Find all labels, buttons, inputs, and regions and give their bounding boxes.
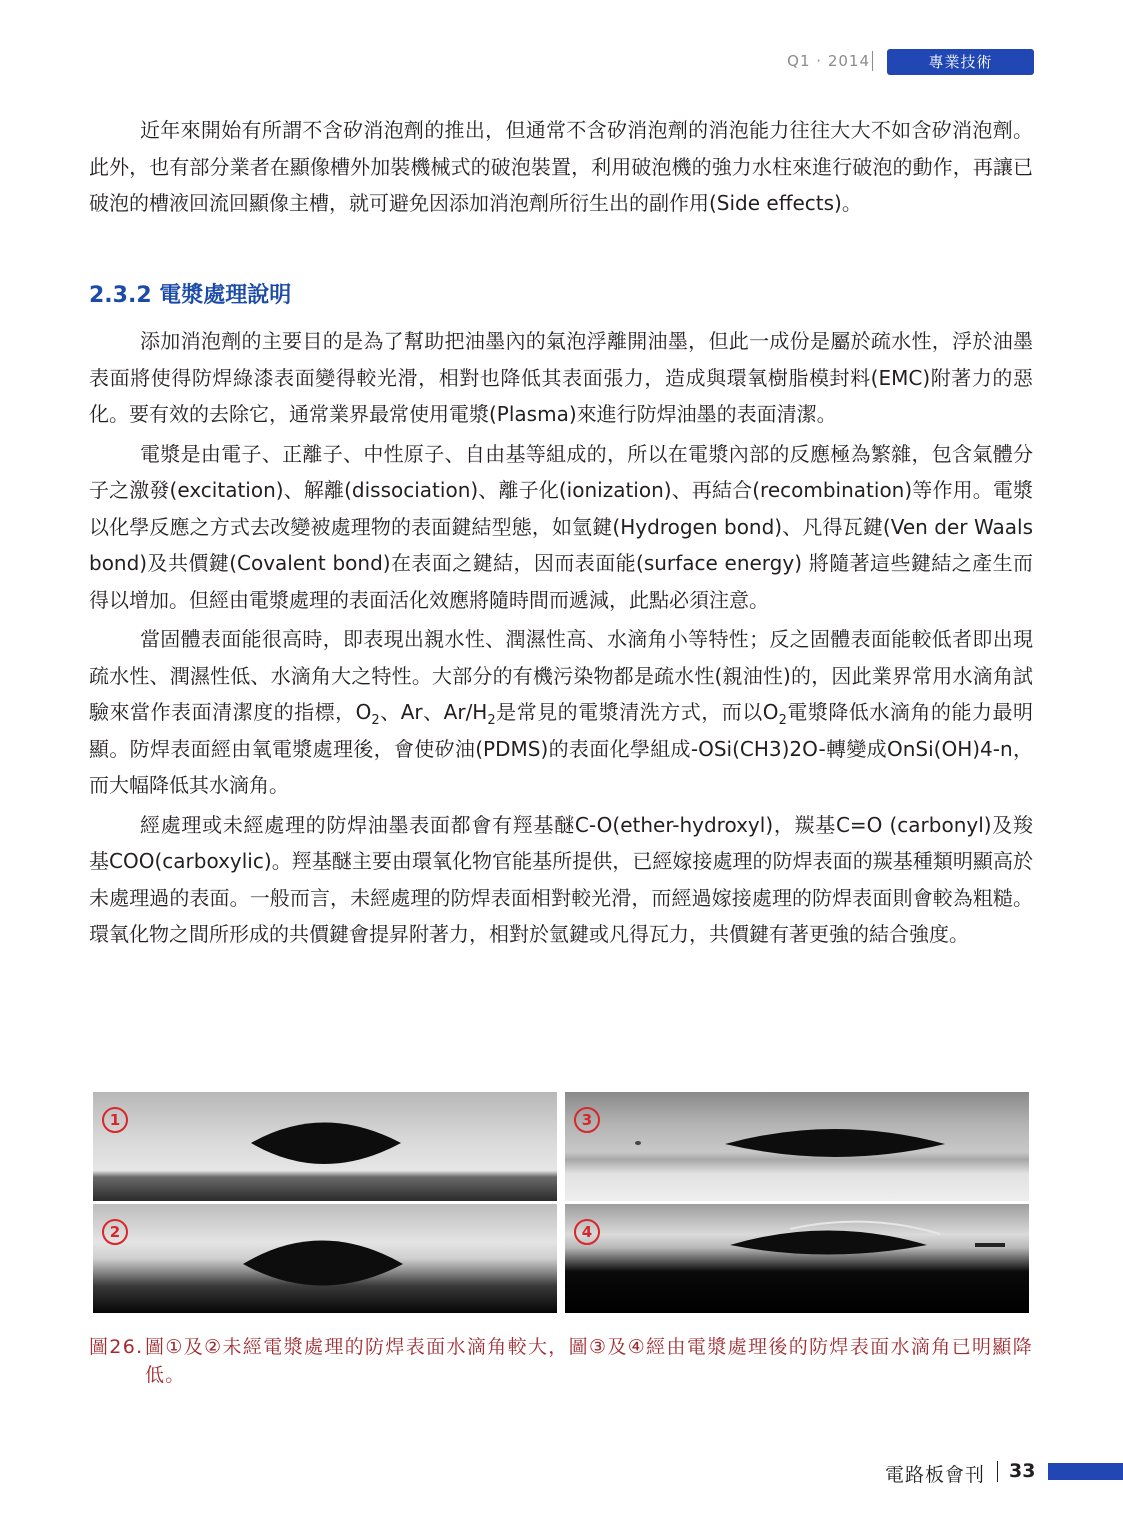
figure-26 xyxy=(93,1092,1029,1313)
figure-caption xyxy=(89,1333,1033,1389)
droplet-image-2 xyxy=(93,1204,557,1313)
droplet-image-3 xyxy=(565,1092,1029,1201)
caption-label: 圖26. xyxy=(89,1336,144,1358)
droplet-image-1 xyxy=(93,1092,557,1201)
journal-title: 電路板會刊 xyxy=(884,1464,985,1486)
p3-part-d: 電漿降低水滴角的能力最明顯。防焊表面經由氧電漿處理後，會使矽油(PDMS)的表面化學組成-OSi(CH3)2O-轉變成OnSi(OH)4-n，而大幅降低其水滴角。 xyxy=(89,700,1034,797)
p3-sub-3: 2 xyxy=(778,713,787,728)
droplet-image-4 xyxy=(565,1204,1029,1313)
marker-2: 2 xyxy=(102,1219,128,1245)
footer-accent-bar xyxy=(1048,1463,1123,1480)
section-heading: 2.3.2 電漿處理說明 xyxy=(89,283,292,308)
page-number: 33 xyxy=(1009,1460,1036,1482)
marker-4: 4 xyxy=(574,1219,600,1245)
issue-label: Q1 ‧ 2014 xyxy=(787,52,870,70)
p3-sub-2: 2 xyxy=(487,713,496,728)
paragraph-4: 經處理或未經處理的防焊油墨表面都會有羥基醚C-O(ether-hydroxyl)，羰基C=O (carbonyl)及羧基COO(carboxylic)。羥基醚主要由環氧化物官能基所提供，已經嫁接處理的防焊表面的羰基種類明顯高於未處理過的表面。一般而言，未經處理的防焊表面相對較光滑，而經過嫁接處理的防焊表面則會較為粗糙。環氧化物之間所形成的共價鍵會提昇附著力，相對於氫鍵或凡得瓦力，共價鍵有著更強的結合強度。 xyxy=(89,812,1033,946)
caption-text: 圖①及②未經電漿處理的防焊表面水滴角較大，圖③及④經由電漿處理後的防焊表面水滴角已明顯降低。 xyxy=(145,1336,1033,1386)
paragraph-2: 電漿是由電子、正離子、中性原子、自由基等組成的，所以在電漿內部的反應極為繁雜，包含氣體分子之激發(excitation)、解離(dissociation)、離子化(ionization)、再結合(recombination)等作用。電漿以化學反應之方式去改變被處理物的表面鍵結型態，如氫鍵(Hydrogen bond)、凡得瓦鍵(Ven der Waals bond)及共價鍵(Covalent bond)在表面之鍵結，因而表面能(surface energy) 將隨著這些鍵結之產生而得以增加。但經由電漿處理的表面活化效應將隨時間而遞減，此點必須注意。 xyxy=(89,441,1033,612)
p3-part-a: 當固體表面能很高時，即表現出親水性、潤濕性高、水滴角小等特性；反之固體表面能較低者即出現疏水性、潤濕性低、水滴角大之特性。大部分的有機污染物都是疏水性(親油性)的，因此業界常用水滴角試驗來當作表面清潔度的指標，O xyxy=(89,627,1033,724)
paragraph-1: 添加消泡劑的主要目的是為了幫助把油墨內的氣泡浮離開油墨，但此一成份是屬於疏水性，浮於油墨表面將使得防焊綠漆表面變得較光滑，相對也降低其表面張力，造成與環氧樹脂模封料(EMC)附著力的惡化。要有效的去除它，通常業界最常使用電漿(Plasma)來進行防焊油墨的表面清潔。 xyxy=(89,329,1033,426)
p3-part-b: 、Ar、Ar/H xyxy=(379,700,488,724)
p3-sub-1: 2 xyxy=(371,713,380,728)
intro-paragraph: 近年來開始有所謂不含矽消泡劑的推出，但通常不含矽消泡劑的消泡能力往往大大不如含矽消泡劑。此外，也有部分業者在顯像槽外加裝機械式的破泡裝置，利用破泡機的強力水柱來進行破泡的動作，再讓已破泡的槽液回流回顯像主槽，就可避免因添加消泡劑所衍生出的副作用(Side effects)。 xyxy=(89,118,1033,215)
marker-1: 1 xyxy=(102,1107,128,1133)
paragraph-3 xyxy=(89,621,1033,804)
footer-divider xyxy=(997,1461,998,1482)
section-body xyxy=(89,323,1033,953)
marker-3: 3 xyxy=(574,1107,600,1133)
section-tag: 專業技術 xyxy=(887,49,1034,75)
header-divider xyxy=(872,51,873,71)
intro-text xyxy=(89,112,1033,222)
p3-part-c: 是常見的電漿清洗方式，而以O xyxy=(495,700,779,724)
